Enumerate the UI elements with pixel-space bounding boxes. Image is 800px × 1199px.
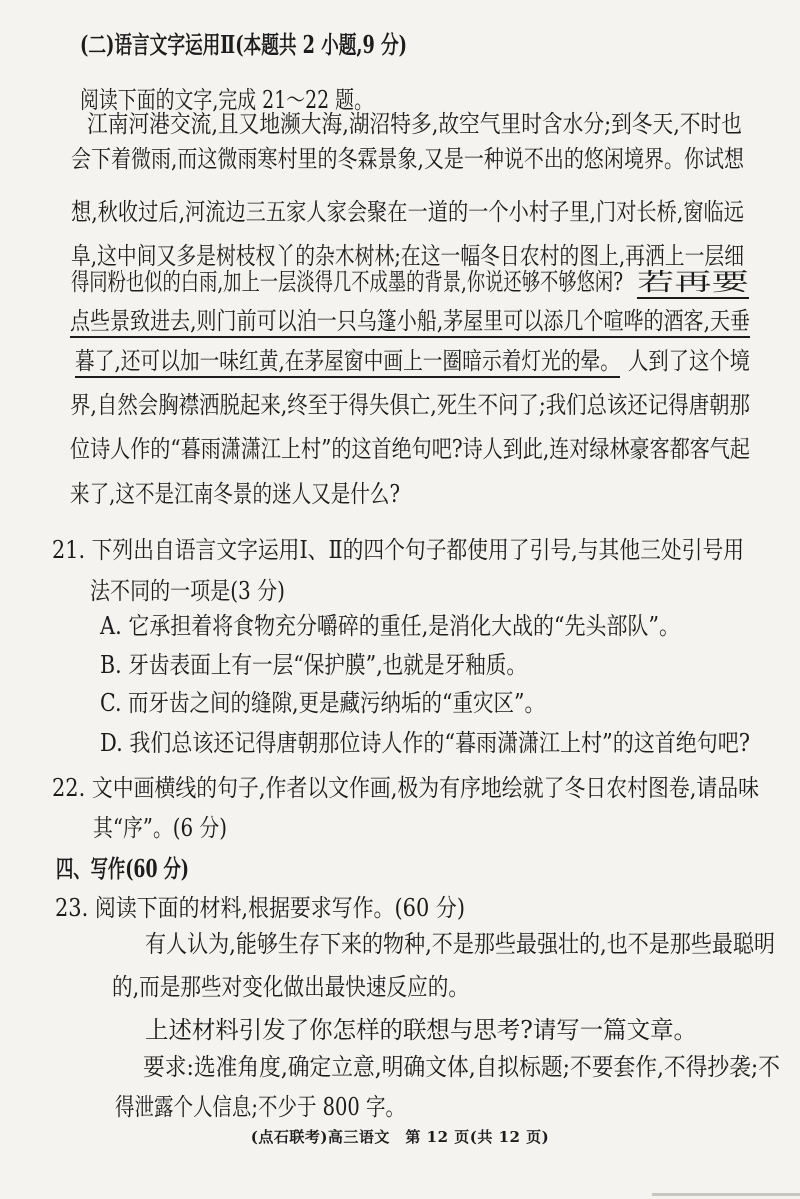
option-a: A. 它承担着将食物充分嚼碎的重任,是消化大战的“先头部队”。 <box>100 612 680 640</box>
passage-line: 得同粉也似的白雨,加上一层淡得几不成墨的背景,你说还够不够悠闲? <box>71 268 623 296</box>
question-stem: 23. 阅读下面的材料,根据要求写作。(60 分) <box>55 894 465 922</box>
passage-line: 来了,这不是江南冬景的迷人又是什么? <box>70 480 400 508</box>
writing-prompt: 上述材料引发了你怎样的联想与思考?请写一篇文章。 <box>145 1016 697 1044</box>
passage-line: 界,自然会胸襟洒脱起来,终至于得失俱亡,死生不问了;我们总该还记得唐朝那 <box>70 391 750 419</box>
writing-requirements: 得泄露个人信息;不少于 800 字。 <box>115 1093 405 1121</box>
passage-line: 江南河港交流,且又地濒大海,湖沼特多,故空气里时含水分;到冬天,不时也 <box>87 110 742 138</box>
option-c: C. 而牙齿之间的缝隙,更是藏污纳垢的“重灾区”。 <box>100 689 545 717</box>
passage-line: 阜,这中间又多是树枝杈丫的杂木树林;在这一幅冬日农村的图上,再洒上一层细 <box>71 242 744 270</box>
section-2-heading: (二)语言文字运用Ⅱ(本题共 2 小题,9 分) <box>80 30 407 59</box>
passage-line: 人到了这个境 <box>628 347 750 375</box>
question-stem: 21. 下列出自语言文字运用Ⅰ、Ⅱ的四个句子都使用了引号,与其他三处引号用 <box>52 536 744 564</box>
passage-line: 想,秋收过后,河流边三五家人家会聚在一道的一个小村子里,门对长桥,窗临远 <box>71 198 744 226</box>
page-footer: (点石联考)高三语文 第 12 页(共 12 页) <box>250 1128 550 1146</box>
underlined-sentence: 点些景致进去,则门前可以泊一只乌篷小船,茅屋里可以添几个喧哗的酒客,天垂 <box>70 307 750 335</box>
option-d: D. 我们总该还记得唐朝那位诗人作的“暮雨潇潇江上村”的这首绝句吧? <box>100 729 750 757</box>
passage-line: 会下着微雨,而这微雨寒村里的冬霖景象,又是一种说不出的悠闲境界。你试想 <box>71 145 744 173</box>
reading-instruction: 阅读下面的文字,完成 21～22 题。 <box>80 86 373 114</box>
passage-line: 位诗人作的“暮雨潇潇江上村”的这首绝句吧?诗人到此,连对绿林豪客都客气起 <box>70 435 750 463</box>
underlined-sentence: 若再要 <box>637 268 749 296</box>
underlined-sentence: 暮了,还可以加一味红黄,在茅屋窗中画上一圈暗示着灯光的晕。 <box>75 347 620 375</box>
question-stem: 法不同的一项是(3 分) <box>90 577 285 605</box>
material-text: 有人认为,能够生存下来的物种,不是那些最强壮的,也不是那些最聪明 <box>145 930 775 958</box>
material-text: 的,而是那些对变化做出最快速反应的。 <box>112 973 469 1001</box>
writing-requirements: 要求:选准角度,确定立意,明确文体,自拟标题;不要套作,不得抄袭;不 <box>143 1053 780 1081</box>
option-b: B. 牙齿表面上有一层“保护膜”,也就是牙釉质。 <box>100 651 527 679</box>
question-stem: 22. 文中画横线的句子,作者以文作画,极为有序地绘就了冬日农村图卷,请品味 <box>52 774 759 802</box>
section-4-heading: 四、写作(60 分) <box>56 854 189 883</box>
question-stem: 其“序”。(6 分) <box>93 814 227 842</box>
scan-edge-line <box>652 1193 800 1196</box>
